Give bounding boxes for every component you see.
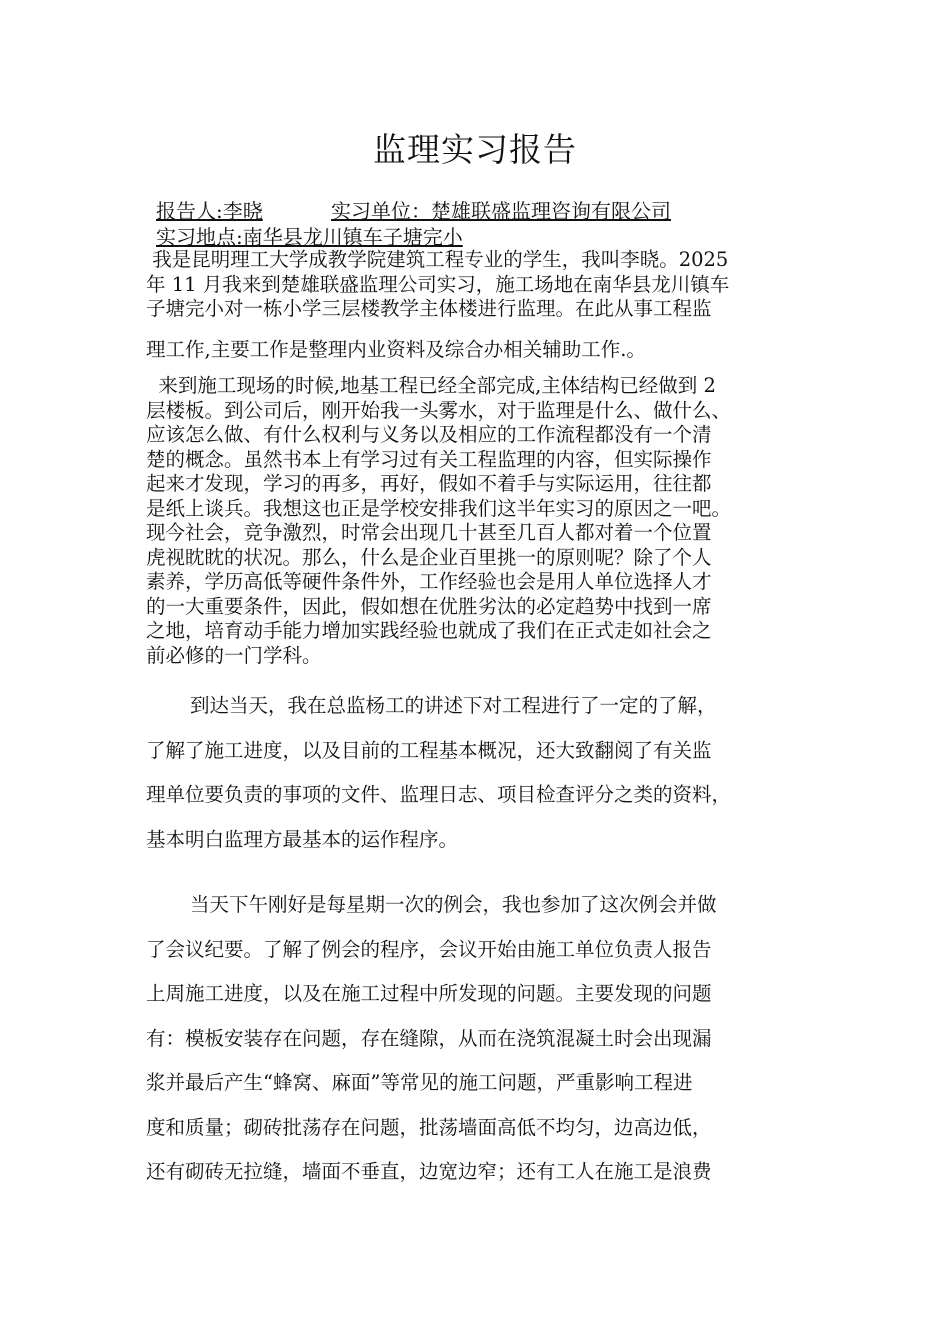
paragraph-intro-continued <box>146 336 816 364</box>
paragraph-line: 前必修的一门学科。 <box>146 643 322 667</box>
paragraph-line: 到达当天，我在总监杨工的讲述下对工程进行了一定的了解， <box>190 694 717 717</box>
reporter-field: 报告人:李晓 <box>156 199 263 223</box>
page-title: 监理实习报告 <box>373 130 577 169</box>
paragraph-weekly-meeting <box>146 883 816 1195</box>
paragraph-line: 当天下午刚好是每星期一次的例会，我也参加了这次例会并做 <box>190 893 717 916</box>
paragraph-line: 有：模板安装存在问题，存在缝隙，从而在浇筑混凝土时会出现漏 <box>146 1026 712 1050</box>
paragraph-line: 的一大重要条件，因此，假如想在优胜劣汰的必定趋势中找到一席 <box>146 594 712 618</box>
paragraph-line: 度和质量；砌砖批荡存在问题，批荡墙面高低不均匀，边高边低， <box>146 1115 712 1139</box>
paragraph-first-day <box>146 684 816 862</box>
paragraph-line: 层楼板。到公司后，刚开始我一头雾水，对于监理是什么、做什么、 <box>146 398 732 422</box>
paragraph-line: 是纸上谈兵。我想这也正是学校安排我们这半年实习的原因之一吧。 <box>146 496 732 520</box>
internship-unit-field: 实习单位：楚雄联盛监理咨询有限公司 <box>331 199 671 223</box>
paragraph-line: 了会议纪要。了解了例会的程序，会议开始由施工单位负责人报告 <box>146 937 712 961</box>
paragraph-line: 虎视眈眈的状况。那么，什么是企业百里挑一的原则呢？除了个人 <box>146 545 712 569</box>
paragraph-line: 理工作,主要工作是整理内业资料及综合办相关辅助工作.。 <box>146 338 646 361</box>
paragraph-line: 楚的概念。虽然书本上有学习过有关工程监理的内容，但实际操作 <box>146 447 712 471</box>
paragraph-line: 了解了施工进度，以及目前的工程基本概况，还大致翻阅了有关监 <box>146 738 712 762</box>
paragraph-line: 基本明白监理方最基本的运作程序。 <box>146 827 459 851</box>
paragraph-line: 我是昆明理工大学成教学院建筑工程专业的学生，我叫李晓。2025 <box>146 248 729 271</box>
paragraph-line: 素养，学历高低等硬件条件外，工作经验也会是用人单位选择人才 <box>146 570 712 593</box>
paragraph-line: 还有砌砖无拉缝，墙面不垂直，边宽边窄；还有工人在施工是浪费 <box>146 1160 712 1183</box>
internship-location-field: 实习地点:南华县龙川镇车子塘完小 <box>156 225 463 249</box>
paragraph-line: 年 11 月我来到楚雄联盛监理公司实习，施工场地在南华县龙川镇车 <box>146 272 730 296</box>
paragraph-line: 子塘完小对一栋小学三层楼教学主体楼进行监理。在此从事工程监 <box>146 297 712 320</box>
paragraph-line: 应该怎么做、有什么权利与义务以及相应的工作流程都没有一个清 <box>146 423 712 446</box>
paragraph-line: 来到施工现场的时候,地基工程已经全部完成,主体结构已经做到 2 <box>146 374 716 397</box>
paragraph-line: 之地，培育动手能力增加实践经验也就成了我们在正式走如社会之 <box>146 619 712 642</box>
paragraph-line: 上周施工进度，以及在施工过程中所发现的问题。主要发现的问题 <box>146 982 712 1005</box>
paragraph-site-arrival <box>146 374 816 668</box>
paragraph-line: 现今社会，竞争激烈，时常会出现几十甚至几百人都对着一个位置 <box>146 521 712 544</box>
paragraph-line: 起来才发现，学习的再多，再好，假如不着手与实际运用，往往都 <box>146 472 712 495</box>
paragraph-intro <box>146 248 816 322</box>
paragraph-line: 理单位要负责的事项的文件、监理日志、项目检查评分之类的资料， <box>146 783 732 806</box>
paragraph-line: 浆并最后产生“蜂窝、麻面”等常见的施工问题，严重影响工程进 <box>146 1071 693 1094</box>
